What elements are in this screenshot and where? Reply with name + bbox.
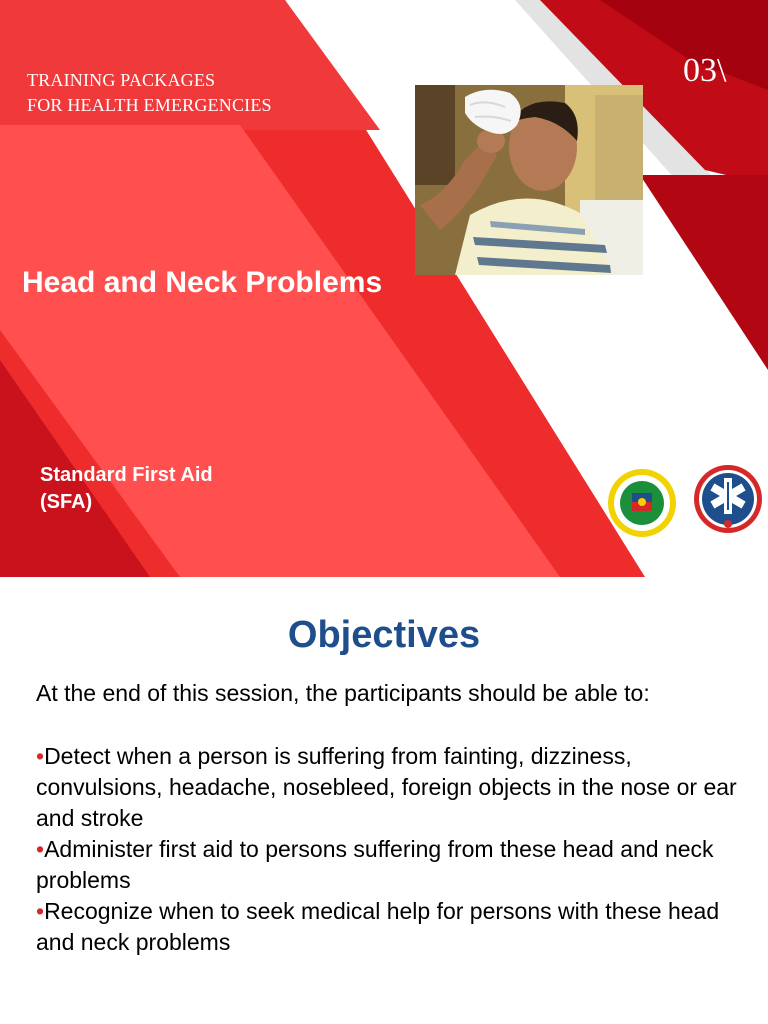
list-item xyxy=(36,896,748,958)
package-line-2: FOR HEALTH EMERGENCIES xyxy=(27,95,272,115)
star-of-life-emergency-seal-icon xyxy=(693,464,763,534)
bullet-marker: • xyxy=(36,743,45,769)
dark-red-right-wedge xyxy=(640,175,768,370)
department-of-health-seal-icon xyxy=(607,468,677,538)
objectives-slide xyxy=(0,577,768,1024)
bullet-text: Administer first aid to persons suffering from these head and neck problems xyxy=(36,836,714,893)
objectives-list xyxy=(36,741,748,958)
list-item xyxy=(36,834,748,896)
man-with-cloth-on-head-photo xyxy=(415,85,643,275)
list-item xyxy=(36,741,748,834)
course-line-2: (SFA) xyxy=(40,491,93,513)
bullet-text: Recognize when to seek medical help for persons with these head and neck problems xyxy=(36,898,720,955)
bullet-text: Detect when a person is suffering from fainting, dizziness, convulsions, headache, nosebleed, foreign objects in the nose or ear and stroke xyxy=(36,743,737,831)
training-package-label xyxy=(27,68,272,118)
course-line-1: Standard First Aid xyxy=(40,464,213,486)
bullet-marker: • xyxy=(36,898,45,924)
module-number: 03\ xyxy=(683,52,727,89)
package-line-1: TRAINING PACKAGES xyxy=(27,70,216,90)
objectives-title: Objectives xyxy=(287,614,481,656)
course-label xyxy=(40,462,213,516)
slide-title: Head and Neck Problems xyxy=(22,266,383,299)
bullet-marker: • xyxy=(36,836,45,862)
objectives-intro: At the end of this session, the participants should be able to: xyxy=(36,680,650,706)
